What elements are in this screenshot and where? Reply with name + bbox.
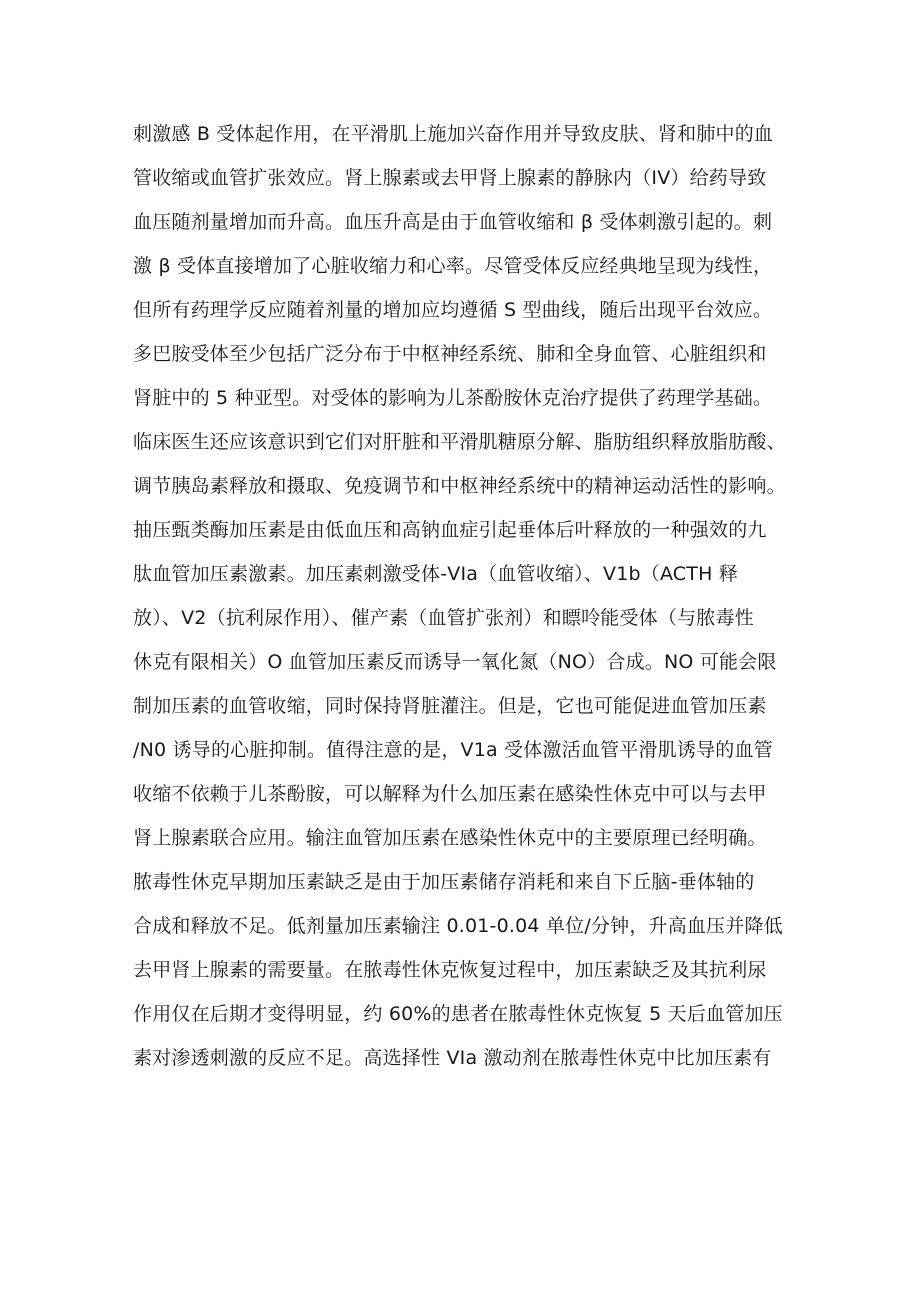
text-line: 多巴胺受体至少包括广泛分布于中枢神经系统、肺和全身血管、心脏组织和 <box>133 343 767 365</box>
text-line: /N0 诱导的心脏抑制。值得注意的是，V1a 受体激活血管平滑肌诱导的血管 <box>133 739 773 761</box>
text-line: 放）、V2（抗利尿作用）、催产素（血管扩张剂）和瞟呤能受体（与脓毒性 <box>133 607 754 629</box>
text-line: 合成和释放不足。低剂量加压素输注 0.01-0.04 单位/分钟，升高血压并降低 <box>133 915 783 937</box>
text-line: 调节胰岛素释放和摄取、免疫调节和中枢神经系统中的精神运动活性的影响。 <box>133 475 786 497</box>
text-line: 激 β 受体直接增加了心脏收缩力和心率。尽管受体反应经典地呈现为线性， <box>133 255 773 277</box>
text-line: 作用仅在后期才变得明显，约 60%的患者在脓毒性休克恢复 5 天后血管加压 <box>133 1003 783 1025</box>
text-line: 血压随剂量增加而升高。血压升高是由于血管收缩和 β 受体刺激引起的。刺 <box>133 211 773 233</box>
text-line: 休克有限相关）O 血管加压素反而诱导一氧化氮（NO）合成。NO 可能会限 <box>133 651 777 673</box>
text-line: 肾脏中的 5 种亚型。对受体的影响为儿茶酚胺休克治疗提供了药理学基础。 <box>133 387 773 409</box>
body-text <box>133 112 823 1080</box>
text-line: 素对渗透刺激的反应不足。高选择性 VIa 激动剂在脓毒性休克中比加压素有 <box>133 1047 772 1069</box>
text-line: 肽血管加压素激素。加压素刺激受体-VIa（血管收缩）、V1b（ACTH 释 <box>133 563 739 585</box>
text-line: 刺激感 B 受体起作用，在平滑肌上施加兴奋作用并导致皮肤、肾和肺中的血 <box>133 123 774 145</box>
text-line: 收缩不依赖于儿茶酚胺，可以解释为什么加压素在感染性休克中可以与去甲 <box>133 783 767 805</box>
text-line: 临床医生还应该意识到它们对肝脏和平滑肌糖原分解、脂肪组织释放脂肪酸、 <box>133 431 786 453</box>
text-line: 抽压甄类酶加压素是由低血压和高钠血症引起垂体后叶释放的一种强效的九 <box>133 519 767 541</box>
text-line: 管收缩或血管扩张效应。肾上腺素或去甲肾上腺素的静脉内（IV）给药导致 <box>133 167 767 189</box>
text-line: 脓毒性休克早期加压素缺乏是由于加压素储存消耗和来自下丘脑-垂体轴的 <box>133 871 755 893</box>
text-line: 肾上腺素联合应用。输注血管加压素在感染性休克中的主要原理已经明确。 <box>133 827 767 849</box>
text-line: 但所有药理学反应随着剂量的增加应均遵循 S 型曲线，随后出现平台效应。 <box>133 299 773 321</box>
text-line: 去甲肾上腺素的需要量。在脓毒性休克恢复过程中，加压素缺乏及其抗利尿 <box>133 959 767 981</box>
text-line: 制加压素的血管收缩，同时保持肾脏灌注。但是，它也可能促进血管加压素 <box>133 695 767 717</box>
